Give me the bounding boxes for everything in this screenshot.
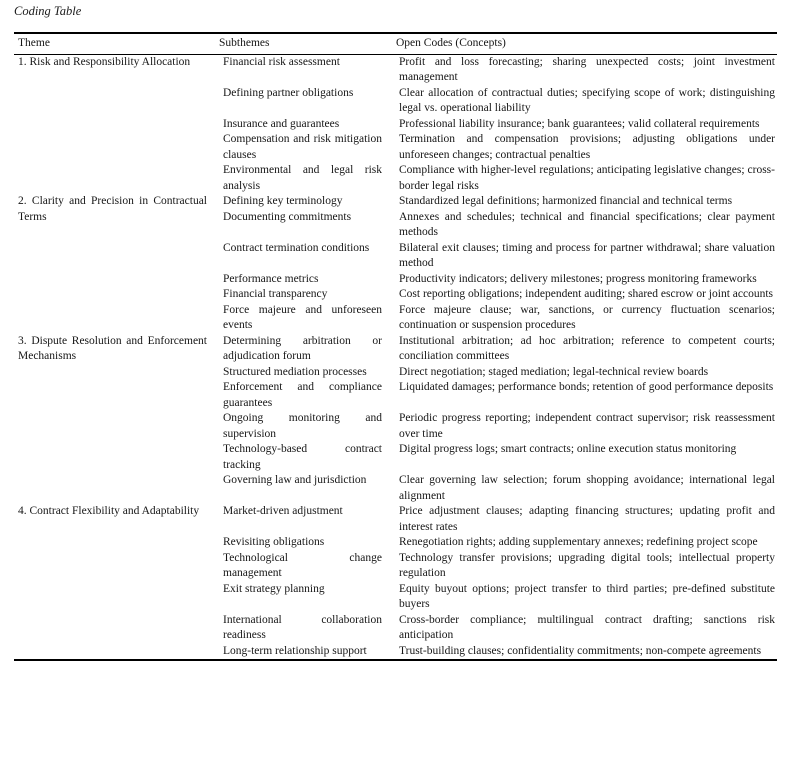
codes-cell: Digital progress logs; smart contracts; online execution status monitoring [399, 443, 737, 455]
subtheme-cell: Ongoing monitoring and supervision [223, 412, 382, 440]
codes-cell: Annexes and schedules; technical and financial specifications; clear payment methods [399, 210, 775, 238]
subtheme-cell: Environmental and legal risk analysis [223, 164, 382, 192]
subtheme-cell: Revisiting obligations [223, 536, 325, 548]
codes-cell: Periodic progress reporting; independent contract supervisor; risk reassessment over time [399, 412, 775, 440]
subtheme-cell: Insurance and guarantees [223, 117, 340, 130]
subtheme-cell: Market-driven adjustment [223, 505, 343, 517]
theme-cell: 1. Risk and Responsibility Allocation [18, 55, 191, 68]
coding-table-body [14, 54, 777, 660]
subtheme-cell: Determining arbitration or adjudication forum [223, 334, 382, 362]
subtheme-cell: Force majeure and unforeseen events [223, 303, 382, 331]
page-title: Coding Table [14, 4, 82, 18]
codes-cell: Direct negotiation; staged mediation; legal-technical review boards [399, 365, 709, 378]
coding-table-header [14, 33, 777, 54]
subtheme-cell: Financial risk assessment [223, 55, 340, 68]
codes-cell: Trust-building clauses; confidentiality commitments; non-compete agreements [399, 644, 762, 657]
coding-table [14, 32, 777, 661]
header-row [14, 33, 777, 54]
theme-cell: 3. Dispute Resolution and Enforcement Mechanisms [18, 334, 207, 362]
codes-cell: Cost reporting obligations; independent auditing; shared escrow or joint accounts [399, 288, 773, 300]
table-row [14, 504, 777, 535]
subtheme-cell: Enforcement and compliance guarantees [223, 381, 382, 409]
table-row [14, 54, 777, 86]
codes-cell: Standardized legal definitions; harmonized financial and technical terms [399, 195, 733, 207]
table-row [14, 334, 777, 365]
subtheme-cell: Defining partner obligations [223, 86, 354, 99]
subtheme-cell: Governing law and jurisdiction [223, 474, 367, 486]
codes-cell: Liquidated damages; performance bonds; retention of good performance deposits [399, 381, 774, 393]
codes-cell: Technology transfer provisions; upgrading digital tools; intellectual property regulation [399, 551, 775, 579]
subtheme-cell: Exit strategy planning [223, 582, 325, 595]
codes-cell: Equity buyout options; project transfer to third parties; pre-defined substitute buyers [399, 582, 775, 610]
theme-cell: 4. Contract Flexibility and Adaptability [18, 505, 200, 517]
codes-cell: Profit and loss forecasting; sharing unexpected costs; joint investment management [399, 55, 775, 83]
column-header-open-codes: Open Codes (Concepts) [392, 33, 777, 54]
codes-cell: Productivity indicators; delivery milestones; progress monitoring frameworks [399, 272, 757, 285]
codes-cell: Price adjustment clauses; adapting financing structures; updating profit and interest rates [399, 505, 775, 533]
subtheme-cell: Technological change management [223, 551, 382, 579]
subtheme-cell: Long-term relationship support [223, 644, 367, 657]
codes-cell: Clear governing law selection; forum shopping avoidance; international legal alignment [399, 474, 775, 502]
codes-cell: Institutional arbitration; ad hoc arbitration; reference to competent courts; conciliation committees [399, 334, 775, 362]
column-header-theme: Theme [14, 33, 215, 54]
subtheme-cell: Financial transparency [223, 288, 328, 300]
codes-cell: Cross-border compliance; multilingual contract drafting; sanctions risk anticipation [399, 613, 775, 641]
subtheme-cell: Structured mediation processes [223, 365, 367, 378]
codes-cell: Compliance with higher-level regulations; anticipating legislative changes; cross-border legal risks [399, 164, 775, 192]
codes-cell: Clear allocation of contractual duties; specifying scope of work; distinguishing legal vs. operational liability [399, 86, 775, 114]
codes-cell: Renegotiation rights; adding supplementary annexes; redefining project scope [399, 536, 758, 548]
theme-cell: 2. Clarity and Precision in Contractual Terms [18, 195, 207, 223]
subtheme-cell: Technology-based contract tracking [223, 443, 382, 471]
codes-cell: Bilateral exit clauses; timing and process for partner withdrawal; share valuation method [399, 241, 775, 269]
subtheme-cell: Performance metrics [223, 272, 319, 285]
subtheme-cell: Compensation and risk mitigation clauses [223, 133, 382, 161]
subtheme-cell: Defining key terminology [223, 195, 343, 207]
subtheme-cell: International collaboration readiness [223, 613, 382, 641]
table-row [14, 194, 777, 210]
subtheme-cell: Documenting commitments [223, 210, 352, 223]
column-header-subthemes: Subthemes [215, 33, 392, 54]
codes-cell: Force majeure clause; war, sanctions, or currency fluctuation scenarios; continuation or suspension procedures [399, 303, 775, 331]
codes-cell: Professional liability insurance; bank guarantees; valid collateral requirements [399, 117, 760, 130]
codes-cell: Termination and compensation provisions; adjusting obligations under unforeseen changes; contractual penalties [399, 133, 775, 161]
subtheme-cell: Contract termination conditions [223, 241, 370, 254]
